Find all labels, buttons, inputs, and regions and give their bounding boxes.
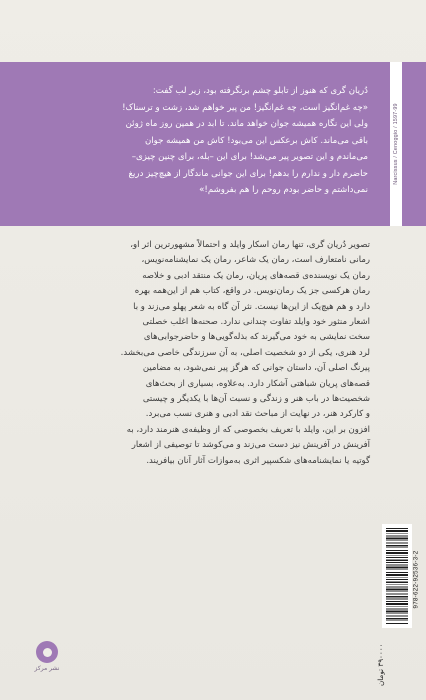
description-line: رمان هرکسی جز یک رمان‌نویس. در واقع، کتاب هم از این‌همه بهره [134,286,370,297]
price-label: ۳۹۰۰۰۰ تومان [376,644,385,687]
description-line: تصویر دُریان گری، تنها رمان اسکار وایلد و احتمالاً مشهورترین اثر او، [130,240,370,250]
description-line: رمان یک نویسنده‌ی قصه‌های پریان، رمان یک منتقد ادبی و خلاصه [142,270,370,281]
description-line: اشعار منثور خود وایلد تفاوت چندانی ندارد. صحنه‌ها اغلب خصلتی [142,317,370,328]
publisher-logo-icon [36,641,58,663]
description-line: دارد و هم هیچ‌یک از این‌ها نیست. نثر آن گاه به شعر پهلو می‌زند و با [133,301,370,312]
quote-line: ولی این نگاره همیشه جوان خواهد ماند. تا ابد در همین روز ماه ژوئن [125,119,368,129]
isbn-number: 978-622-92536-3-2 [412,550,420,609]
quote-line: باقی می‌ماند. کاش برعکس این می‌بود! کاش من همیشه جوان [144,135,368,146]
quote-line: «چه غم‌انگیز است، چه غم‌انگیز! من پیر خواهم شد، زشت و ترسناک! [122,102,368,113]
description-line: آفرینش در آفرینش نیز دست می‌زند و می‌کوشد تا توصیفی از اشعار [131,440,370,451]
quote-line: حاضرم دار و ندارم را بدهم! برای این جوانی ماندگار از هیچ‌چیز دریغ [128,168,368,179]
quote-block [78,83,368,199]
artwork-credit: Narcissus / Cenoggio / 1597-99 [393,103,400,185]
barcode-area [372,520,420,690]
description-line: گوتیه یا نمایشنامه‌های شکسپیر اثری به‌موازات آثار آنان بیافریند. [146,455,370,466]
publisher-name: نشر مرکز [34,665,60,672]
artwork-credit-strip [390,62,402,226]
description-line: سخت نمایشی به خود می‌گیرند که بذله‌گویی‌ها و حاضرجوابی‌های [143,332,370,343]
publisher-logo [31,641,63,672]
quote-line: دُریان گری که هنوز از تابلو چشم برنگرفته بود، زیر لب گفت: [152,86,368,96]
description-line: قصه‌های پریان شباهتی آشکار دارد. به‌علاوه، بسیاری از بحث‌های [145,378,370,389]
quote-line: می‌ماندم و این تصویر پیر می‌شد! برای این –بله، برای چنین چیزی– [131,152,368,162]
barcode [382,524,420,628]
description-line: رمانی نامتعارف است، رمان یک شاعر، رمان یک نمایشنامه‌نویس، [141,255,370,266]
description-line: لرد هنری، یکی از دو شخصیت اصلی، به آن سرزندگی خاصی می‌بخشد. [120,347,370,358]
description-line: و کارکرد هنر، در نهایت از مباحث نقد ادبی و هنری نسب می‌برد. [145,409,370,420]
description-line: شخصیت‌ها در باب هنر و زندگی و نسبت آن‌ها با یکدیگر و چیستی [142,394,370,405]
description-line: افزون بر این، وایلد با تعریف بخصوصی که از وظیفه‌ی هنرمند دارد، به [126,424,370,435]
description-line: پیرنگ اصلی آن، داستان جوانی که هرگز پیر نمی‌شود، به مضامین [142,363,370,374]
barcode-icon [386,528,408,624]
description-block [78,238,370,469]
quote-line: نمی‌داشتم و حاضر بودم روحم را هم بفروشم!» [199,185,368,195]
